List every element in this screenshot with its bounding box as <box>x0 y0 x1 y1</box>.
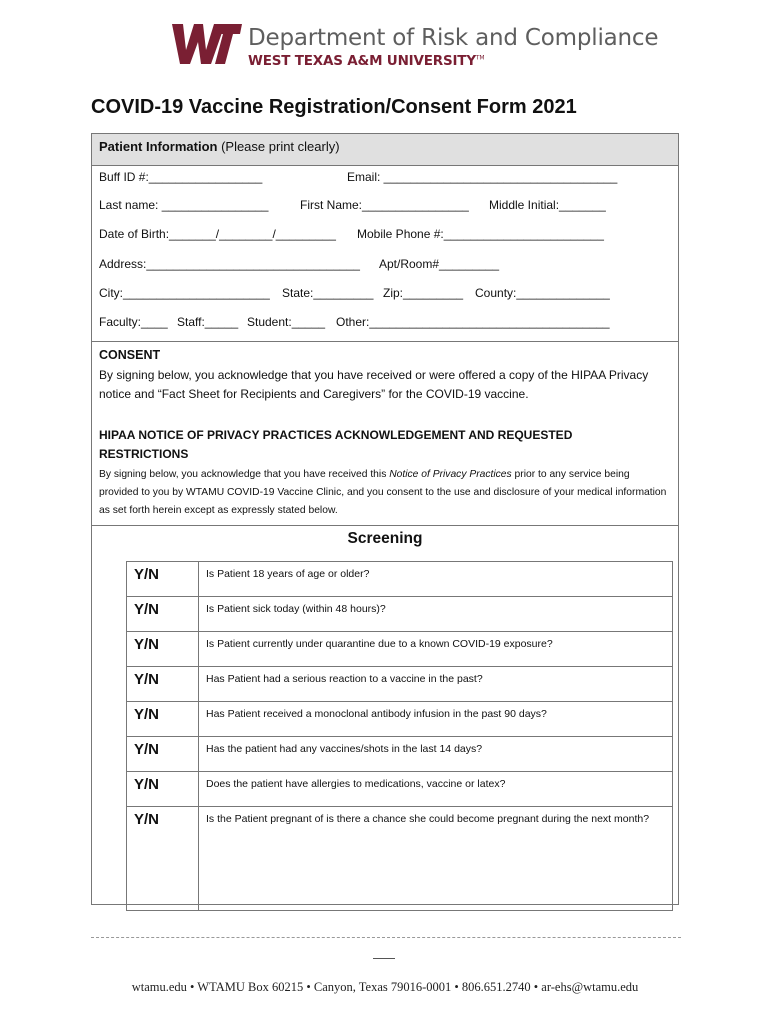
screening-row <box>127 597 672 632</box>
consent-text: By signing below, you acknowledge that you have received or were offered a copy of the HIPAA Privacy notice and “Fact Sheet for Recipients and Caregivers” for the COVID-19 vaccine. <box>99 368 649 401</box>
email-field[interactable]: Email: ___________________________________ <box>347 170 618 184</box>
screening-question: Is the Patient pregnant of is there a chance she could become pregnant during the next month? <box>206 813 650 825</box>
yes-no-answer[interactable]: Y/N <box>127 667 199 701</box>
last-name-field[interactable]: Last name: ________________ <box>99 198 269 212</box>
staff-field[interactable]: Staff:_____ <box>177 315 239 329</box>
screening-row <box>127 632 672 667</box>
state-field[interactable]: State:_________ <box>282 286 374 300</box>
screening-question: Is Patient currently under quarantine due to a known COVID-19 exposure? <box>206 638 553 650</box>
screening-row <box>127 562 672 597</box>
student-field[interactable]: Student:_____ <box>247 315 326 329</box>
screening-question: Is Patient sick today (within 48 hours)? <box>206 603 386 615</box>
date-of-birth-field[interactable]: Date of Birth:_______/________/_________ <box>99 227 336 241</box>
screening-table <box>126 561 673 911</box>
screening-question: Is Patient 18 years of age or older? <box>206 568 370 580</box>
form-title: COVID-19 Vaccine Registration/Consent Form 2021 <box>91 96 577 118</box>
yes-no-answer[interactable]: Y/N <box>127 562 199 596</box>
wt-logo-mark <box>170 22 242 66</box>
mobile-phone-field[interactable]: Mobile Phone #:________________________ <box>357 227 604 241</box>
hipaa-text: By signing below, you acknowledge that you have received this Notice of Privacy Practices prior to any service being provided to you by WTAMU COVID-19 Vaccine Clinic, and you consent to the use and disclosure of your medical information as set forth herein except as expressly stated below. <box>99 469 667 516</box>
other-field[interactable]: Other:____________________________________ <box>336 315 610 329</box>
department-name: Department of Risk and Compliance <box>248 25 659 51</box>
screening-question: Does the patient have allergies to medications, vaccine or latex? <box>206 778 506 790</box>
screening-title: Screening <box>347 530 423 547</box>
patient-information-header: Patient Information (Please print clearly) <box>92 134 678 166</box>
patient-information-section <box>91 133 679 342</box>
screening-row <box>127 737 672 772</box>
footer-dash <box>373 958 395 959</box>
first-name-field[interactable]: First Name:________________ <box>300 198 469 212</box>
wtamu-logo <box>170 20 659 70</box>
yes-no-answer[interactable]: Y/N <box>127 807 199 910</box>
city-field[interactable]: City:______________________ <box>99 286 270 300</box>
zip-field[interactable]: Zip:_________ <box>383 286 464 300</box>
hipaa-title: HIPAA NOTICE OF PRIVACY PRACTICES ACKNOWLEDGEMENT AND REQUESTED RESTRICTIONS <box>99 428 573 461</box>
screening-question: Has Patient received a monoclonal antibody infusion in the past 90 days? <box>206 708 547 720</box>
yes-no-answer[interactable]: Y/N <box>127 597 199 631</box>
yes-no-answer[interactable]: Y/N <box>127 737 199 771</box>
footer-divider <box>91 937 681 938</box>
consent-section <box>91 342 679 526</box>
screening-row <box>127 667 672 702</box>
address-field[interactable]: Address:________________________________ <box>99 257 360 271</box>
yes-no-answer[interactable]: Y/N <box>127 772 199 806</box>
county-field[interactable]: County:______________ <box>475 286 610 300</box>
apt-room-field[interactable]: Apt/Room#_________ <box>379 257 500 271</box>
yes-no-answer[interactable]: Y/N <box>127 702 199 736</box>
consent-title: CONSENT <box>99 348 161 362</box>
screening-question: Has the patient had any vaccines/shots in the last 14 days? <box>206 743 483 755</box>
university-name: WEST TEXAS A&M UNIVERSITY™ <box>248 53 485 69</box>
screening-section <box>91 525 679 905</box>
footer-contact-info: wtamu.edu • WTAMU Box 60215 • Canyon, Texas 79016-0001 • 806.651.2740 • ar-ehs@wtamu.edu <box>131 980 639 994</box>
middle-initial-field[interactable]: Middle Initial:_______ <box>489 198 606 212</box>
buff-id-field[interactable]: Buff ID #:_________________ <box>99 170 263 184</box>
faculty-field[interactable]: Faculty:____ <box>99 315 168 329</box>
screening-row <box>127 702 672 737</box>
screening-question: Has Patient had a serious reaction to a vaccine in the past? <box>206 673 483 685</box>
screening-row <box>127 772 672 807</box>
screening-row <box>127 807 672 910</box>
yes-no-answer[interactable]: Y/N <box>127 632 199 666</box>
